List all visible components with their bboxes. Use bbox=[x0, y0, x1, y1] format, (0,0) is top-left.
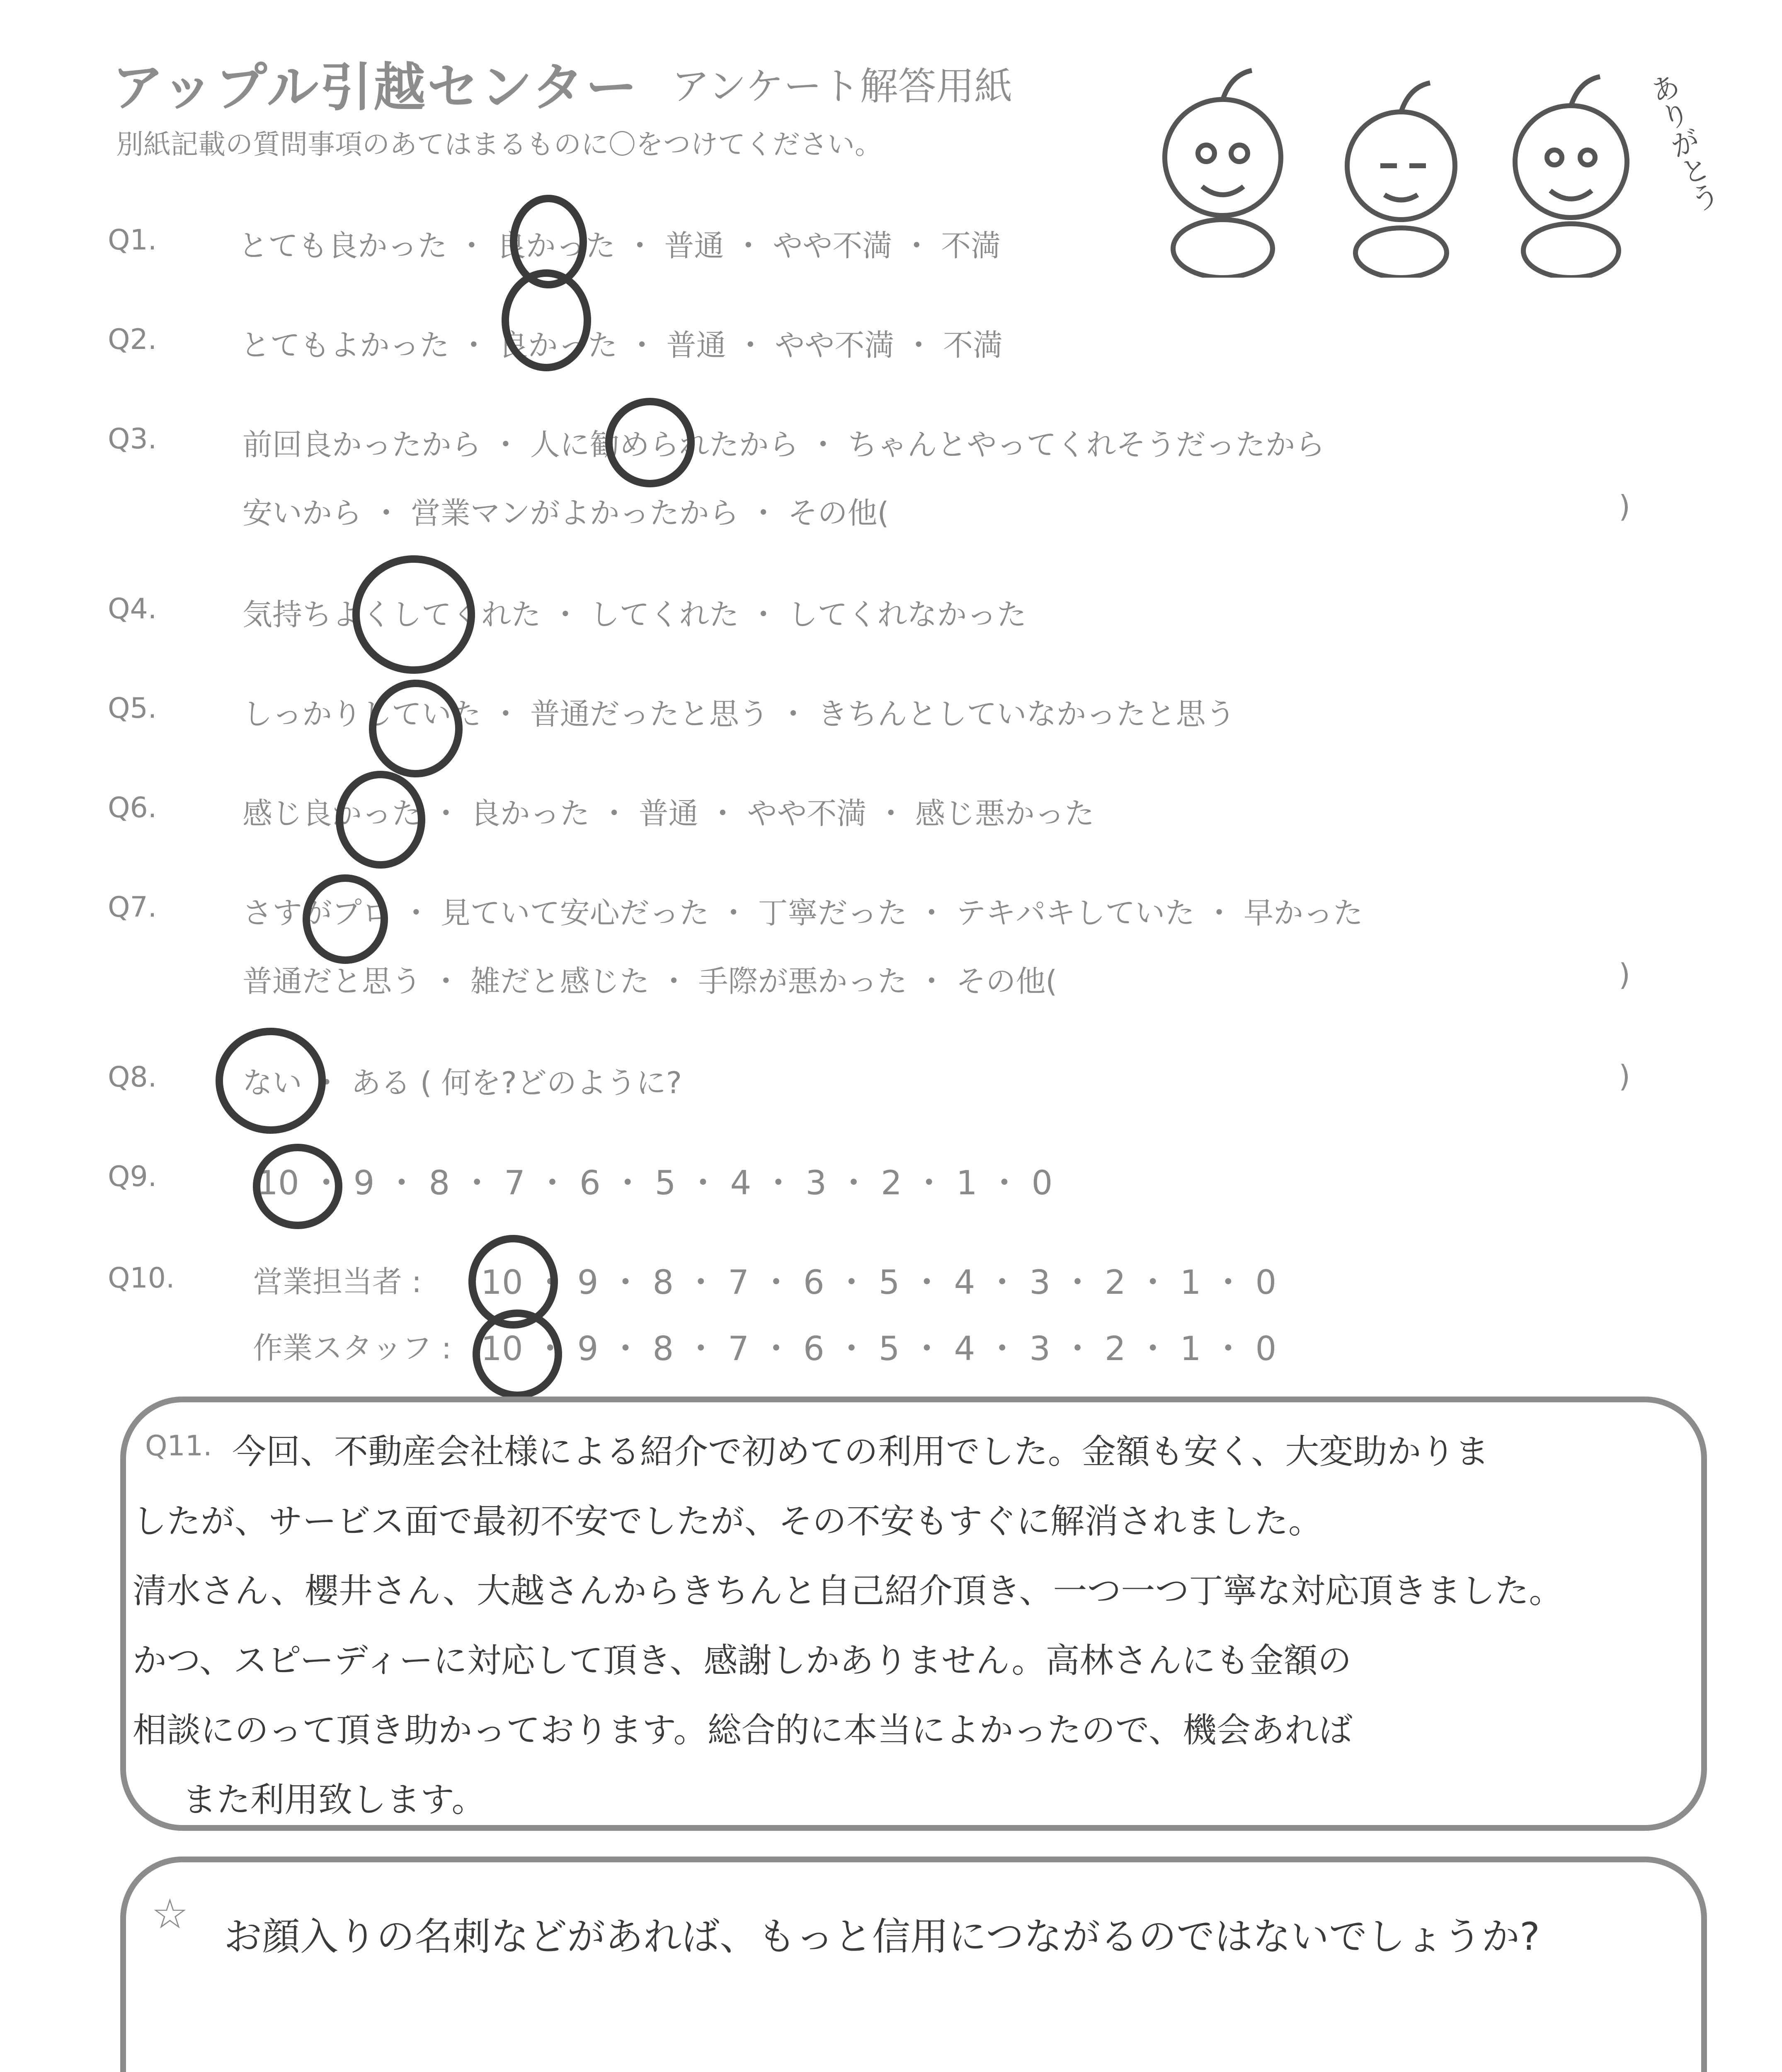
q4-number: Q4. bbox=[108, 593, 157, 625]
q7-number: Q7. bbox=[108, 891, 157, 924]
q11-line-5: 相談にのって頂き助かっております。総合的に本当によかったので、機会あれば bbox=[133, 1711, 1353, 1750]
q11-line-1: 今回、不動産会社様による紹介で初めての利用でした。金額も安く、大変助かりま bbox=[232, 1432, 1489, 1472]
q8-options: ない ・ ある ( 何を?どのように? bbox=[242, 1065, 682, 1100]
q8-number: Q8. bbox=[108, 1061, 157, 1094]
q2-number: Q2. bbox=[108, 323, 157, 356]
q11-line-2: したが、サービス面で最初不安でしたが、その不安もすぐに解消されました。 bbox=[133, 1502, 1323, 1541]
q11-line-4: かつ、スピーディーに対応して頂き、感謝しかありません。高林さんにも金額の bbox=[133, 1641, 1352, 1680]
form-instruction: 別紙記載の質問事項のあてはまるものに〇をつけてください。 bbox=[116, 128, 882, 160]
q5-options: しっかりしていた ・ 普通だったと思う ・ きちんとしていなかったと思う bbox=[242, 697, 1236, 731]
q10-sales-label: 営業担当者 : bbox=[253, 1264, 422, 1299]
q10-sales-scale: 10 ・ 9 ・ 8 ・ 7 ・ 6 ・ 5 ・ 4 ・ 3 ・ 2 ・ 1 ・ 0 bbox=[481, 1263, 1277, 1302]
star-icon: ☆ bbox=[151, 1890, 189, 1938]
q9-scale: 10 ・ 9 ・ 8 ・ 7 ・ 6 ・ 5 ・ 4 ・ 3 ・ 2 ・ 1 ・ 0 bbox=[257, 1164, 1053, 1202]
q1-options: とても良かった ・ 良かった ・ 普通 ・ やや不満 ・ 不満 bbox=[238, 228, 1001, 263]
q11-number: Q11. bbox=[145, 1430, 212, 1462]
answer-circle-q5 bbox=[369, 680, 463, 777]
q11-line-3: 清水さん、櫻井さん、大越さんからきちんと自己紹介頂き、一つ一つ丁寧な対応頂きました。 bbox=[133, 1571, 1563, 1611]
answer-circle-q10-staff bbox=[473, 1310, 562, 1399]
answer-circle-q6 bbox=[336, 771, 425, 869]
comment-text: お顔入りの名刺などがあれば、もっと信用につながるのではないでしょうか? bbox=[224, 1915, 1540, 1959]
q8-close-paren: ) bbox=[1619, 1059, 1631, 1094]
q10-number: Q10. bbox=[108, 1262, 175, 1295]
q6-number: Q6. bbox=[108, 792, 157, 824]
answer-circle-q8 bbox=[216, 1028, 326, 1134]
mascot-illustration bbox=[1127, 62, 1708, 278]
q5-number: Q5. bbox=[108, 692, 157, 725]
q2-options: とてもよかった ・ 良かった ・ 普通 ・ やや不満 ・ 不満 bbox=[240, 328, 1003, 363]
form-title: アップル引越センター bbox=[112, 58, 639, 118]
form-subtitle: アンケート解答用紙 bbox=[672, 64, 1013, 109]
q3-number: Q3. bbox=[108, 423, 157, 455]
q1-number: Q1. bbox=[108, 224, 157, 257]
q3-options-line1: 前回良かったから ・ 人に勧められたから ・ ちゃんとやってくれそうだったから bbox=[242, 427, 1325, 462]
q10-staff-label: 作業スタッフ : bbox=[253, 1331, 452, 1365]
q9-number: Q9. bbox=[108, 1160, 157, 1193]
answer-circle-q4 bbox=[352, 555, 475, 674]
q7-options-line1: さすがプロ ・ 見ていて安心だった ・ 丁寧だった ・ テキパキしていた ・ 早かった bbox=[242, 896, 1363, 930]
mascot-group bbox=[1127, 62, 1724, 278]
q7-close-paren: ) bbox=[1619, 957, 1631, 992]
q3-close-paren: ) bbox=[1619, 489, 1631, 524]
q6-options: 感じ良かった ・ 良かった ・ 普通 ・ やや不満 ・ 感じ悪かった bbox=[242, 796, 1095, 831]
comment-box bbox=[120, 1857, 1707, 2072]
answer-circle-q2 bbox=[502, 269, 591, 371]
q7-options-line2: 普通だと思う ・ 雑だと感じた ・ 手際が悪かった ・ その他( bbox=[242, 964, 1057, 999]
q4-options: 気持ちよくしてくれた ・ してくれた ・ してくれなかった bbox=[242, 597, 1027, 632]
answer-circle-q7 bbox=[303, 874, 388, 964]
q3-options-line2: 安いから ・ 営業マンがよかったから ・ その他( bbox=[242, 496, 889, 530]
answer-circle-q9 bbox=[253, 1144, 342, 1229]
q10-staff-scale: 10 ・ 9 ・ 8 ・ 7 ・ 6 ・ 5 ・ 4 ・ 3 ・ 2 ・ 1 ・ 0 bbox=[481, 1329, 1277, 1368]
q11-line-6: また利用致します。 bbox=[182, 1780, 486, 1820]
mascot-thanks-text: ありがとう bbox=[1642, 69, 1724, 217]
answer-circle-q3 bbox=[605, 398, 695, 487]
